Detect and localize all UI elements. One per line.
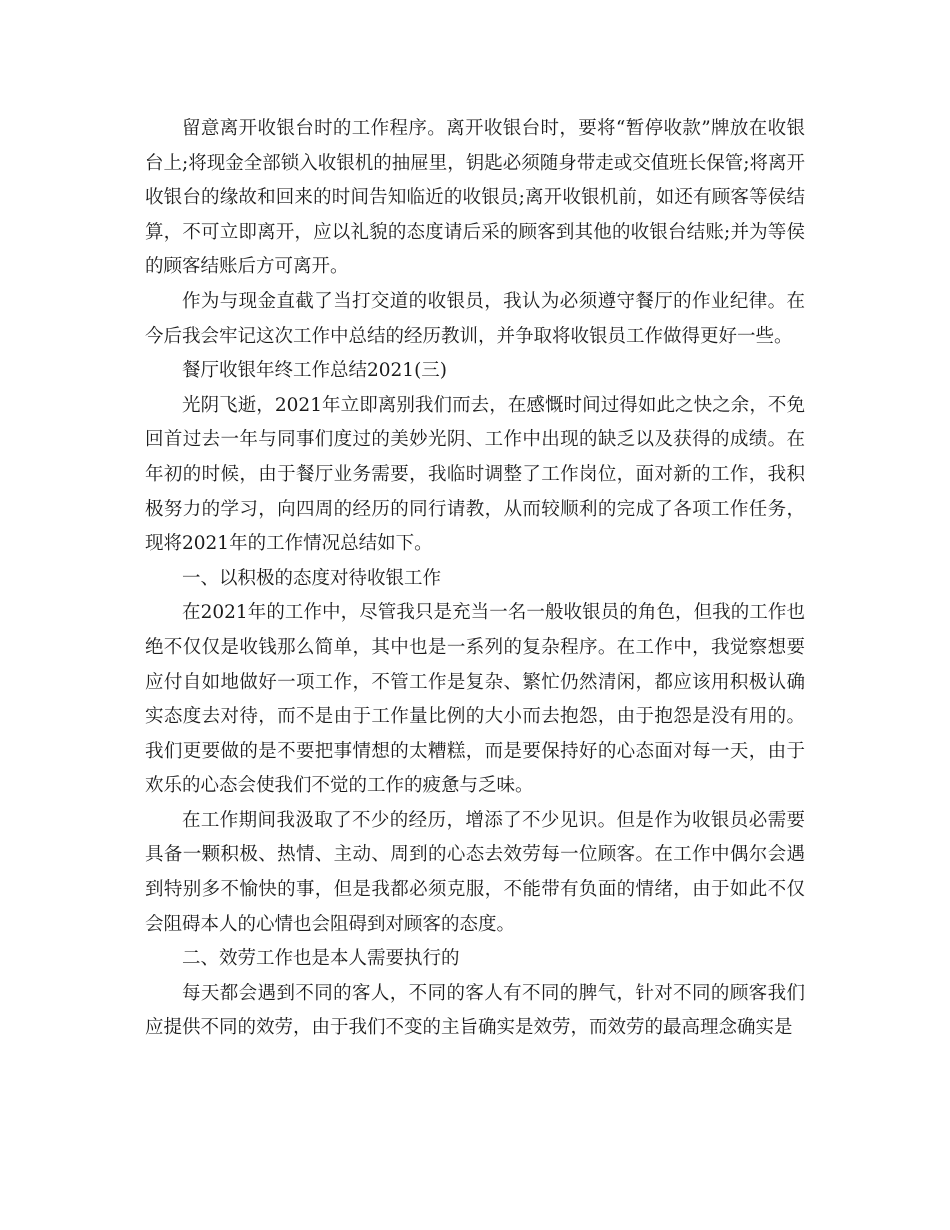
- paragraph: 每天都会遇到不同的客人，不同的客人有不同的脾气，针对不同的顾客我们应提供不同的效劳，由于我们不变的主旨确实是效劳，而效劳的最高理念确实是: [145, 982, 805, 1039]
- paragraph: 作为与现金直截了当打交道的收银员，我认为必须遵守餐厅的作业纪律。在今后我会牢记这次工作中总结的经历教训，并争取将收银员工作做得更好一些。: [145, 290, 805, 347]
- paragraph: 留意离开收银台时的工作程序。离开收银台时，要将“暂停收款”牌放在收银台上;将现金全部锁入收银机的抽屉里，钥匙必须随身带走或交值班长保管;将离开收银台的缘故和回来的时间告知临近的收银员;离开收银机前，如还有顾客等侯结算，不可立即离开，应以礼貌的态度请后采的顾客到其他的收银台结账;并为等侯的顾客结账后方可离开。: [145, 118, 805, 278]
- paragraph: 在2021年的工作中，尽管我只是充当一名一般收银员的角色，但我的工作也绝不仅仅是收钱那么简单，其中也是一系列的复杂程序。在工作中，我觉察想要应付自如地做好一项工作，不管工作是复杂、繁忙仍然清闲，都应该用积极认确实态度去对待，而不是由于工作量比例的大小而去抱怨，由于抱怨是没有用的。我们更要做的是不要把事情想的太糟糕，而是要保持好的心态面对每一天，由于欢乐的心态会使我们不觉的工作的疲惫与乏味。: [145, 602, 805, 797]
- section-heading: 二、效劳工作也是本人需要执行的: [182, 948, 460, 970]
- paragraph: 光阴飞逝，2021年立即离别我们而去，在感慨时间过得如此之快之余，不免回首过去一年与同事们度过的美妙光阴、工作中出现的缺乏以及获得的成绩。在年初的时候，由于餐厅业务需要，我临时调整了工作岗位，面对新的工作，我积极努力的学习，向四周的经历的同行请教，从而较顺利的完成了各项工作任务，现将2021年的工作情况总结如下。: [145, 394, 805, 555]
- paragraph: 在工作期间我汲取了不少的经历，增添了不少见识。但是作为收银员必需要具备一颗积极、热情、主动、周到的心态去效劳每一位顾客。在工作中偶尔会遇到特别多不愉快的事，但是我都必须克服，不能带有负面的情绪，由于如此不仅会阻碍本人的心情也会阻碍到对顾客的态度。: [145, 809, 805, 935]
- document-body: [145, 112, 805, 1046]
- section-heading: 一、以积极的态度对待收银工作: [182, 567, 442, 589]
- section-title: 餐厅收银年终工作总结2021(三): [182, 360, 448, 382]
